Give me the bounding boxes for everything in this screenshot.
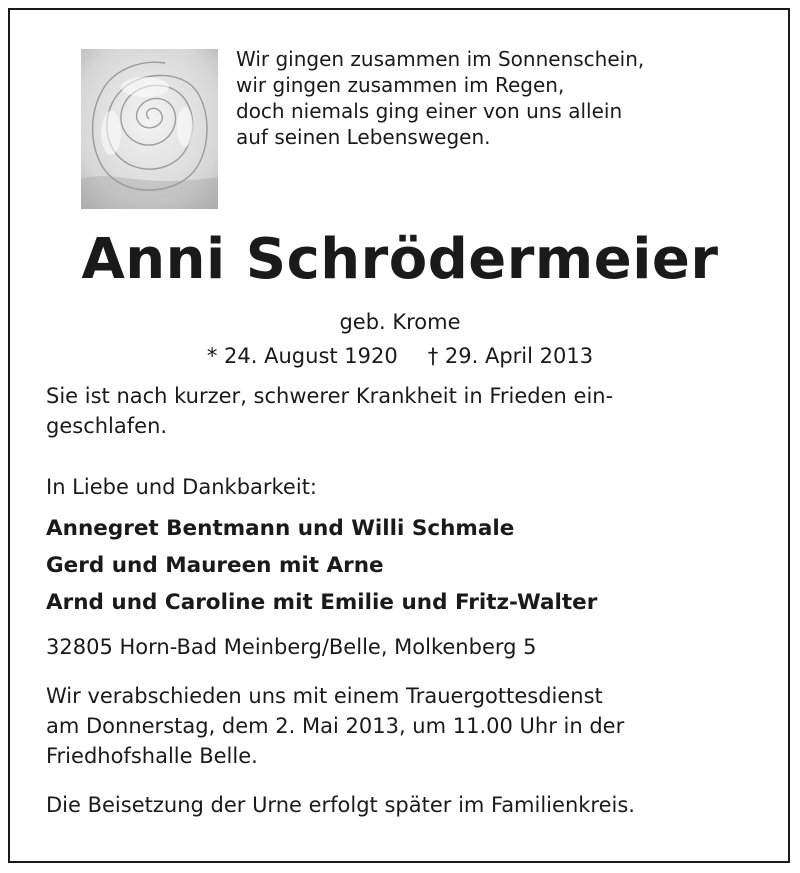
maiden-name: geb. Krome bbox=[339, 310, 461, 334]
rose-image bbox=[81, 49, 218, 209]
birth-date: * 24. August 1920 bbox=[206, 344, 398, 368]
death-date: † 29. April 2013 bbox=[427, 344, 594, 368]
mourner-name: Annegret Bentmann und Willi Schmale bbox=[46, 516, 515, 541]
poem-line: Wir gingen zusammen im Sonnenschein, bbox=[236, 47, 645, 71]
mourners-intro: In Liebe und Dankbarkeit: bbox=[46, 475, 318, 499]
deceased-name: Anni Schrödermeier bbox=[81, 227, 719, 292]
death-statement bbox=[46, 381, 766, 441]
service-line: Friedhofshalle Belle. bbox=[46, 744, 258, 768]
mourners-list bbox=[46, 510, 766, 621]
statement-line: geschlafen. bbox=[46, 414, 168, 438]
service-line: Wir verabschieden uns mit einem Trauergottesdienst bbox=[46, 684, 603, 708]
service-announcement bbox=[46, 681, 766, 771]
mourner-name: Gerd und Maureen mit Arne bbox=[46, 553, 384, 578]
life-dates bbox=[0, 342, 800, 370]
poem-line: wir gingen zusammen im Regen, bbox=[236, 73, 565, 97]
mourners-address: 32805 Horn-Bad Meinberg/Belle, Molkenberg 5 bbox=[46, 635, 537, 659]
burial-note: Die Beisetzung der Urne erfolgt später im Familienkreis. bbox=[46, 793, 635, 817]
poem-line: auf seinen Lebenswegen. bbox=[236, 125, 491, 149]
service-line: am Donnerstag, dem 2. Mai 2013, um 11.00 Uhr in der bbox=[46, 714, 625, 738]
statement-line: Sie ist nach kurzer, schwerer Krankheit in Frieden ein- bbox=[46, 384, 614, 408]
mourner-name: Arnd und Caroline mit Emilie und Fritz-Walter bbox=[46, 590, 598, 615]
memorial-poem bbox=[236, 46, 644, 150]
poem-line: doch niemals ging einer von uns allein bbox=[236, 99, 623, 123]
